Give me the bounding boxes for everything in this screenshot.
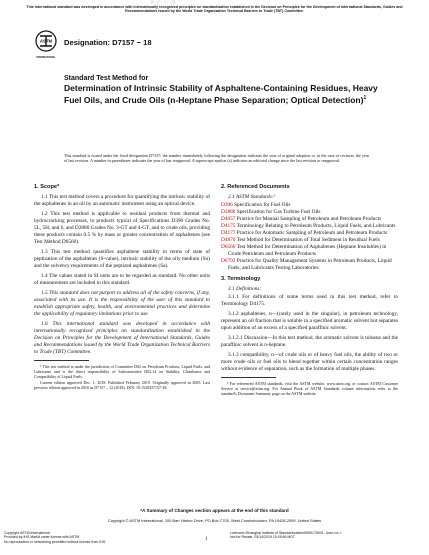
- ref-link[interactable]: D6560: [221, 244, 236, 250]
- ref-item: D4177 Practice for Automatic Sampling of Petroleum and Petroleum Products: [221, 230, 388, 236]
- standard-note: This standard is issued under the fixed designation D7157; the number immediately following the designation indicates the year of original adoption or, in the case of revision, the year of last revision. A number in parentheses indicates the year of last reapproval. A superscript epsilon (ε) indicates an editorial change since the last revision or reapproval.: [64, 153, 369, 164]
- ref-item: D396 Specification for Fuel Oils: [221, 202, 291, 208]
- ref-item: D2880 Specification for Gas Turbine Fuel Oils: [221, 209, 321, 215]
- watermark: 新·什·小 ·助: [150, 1, 177, 6]
- ref-item: D6792 Practice for Quality Management Systems in Petroleum Products, Liquid Fuels, and Lubricants Testing Laboratories: [221, 258, 392, 271]
- designation: Designation: D7157 − 18: [64, 38, 152, 47]
- para-1-2: 1.2 This test method is applicable to residual products from thermal and hydrocracking processes, to products typical of Specifications D396 Grades No. 5L, 5H, and 6, and D2880 Grades No. 3-GT and 4-GT, and to crude oils, providing these products contain 0.5 % by mass or greater concentration of asphaltenes (see Test Method D6560).: [34, 211, 210, 245]
- ref-link[interactable]: D4175: [221, 223, 236, 229]
- right-column: [221, 184, 398, 397]
- para-3-1-2-1: 3.1.2.1 Discussion—In this test method, the aromatic solvent is toluene and the paraffinic solvent is n-heptane.: [221, 335, 398, 348]
- footnote-2: ² For referenced ASTM standards, visit the ASTM website, www.astm.org, or contact ASTM Customer Service at service@astm.org. For Annual Book of ASTM Standards volume information, refer to the standard's Document Summary page on the ASTM website.: [221, 381, 398, 397]
- document-title: [64, 74, 384, 106]
- ref-link[interactable]: D6792: [221, 258, 236, 264]
- summary-of-changes-note: *A Summary of Changes section appears at the end of this standard: [140, 508, 289, 513]
- para-3-1-3: 3.1.3 compatibility, n—of crude oils or of heavy fuel oils, the ability of two or more crude oils or fuel oils to blend together within certain concentration ranges without evidence of separation, such as the formation of multiple phases.: [221, 352, 398, 372]
- top-notice: This international standard was developed in accordance with internationally recognized principles on standardization established in the Decision on Principles for the Development of International Standards, Guides and Recommendations issued by the World Trade Organization Technical Barriers to Trade (TBT) Committee.: [26, 5, 403, 14]
- para-1-5: 1.5 This standard does not purport to address all of the safety concerns, if any, associated with its use. It is the responsibility of the user of this standard to establish appropriate safety, health, and environmental practices and determine the applicability of regulatory limitations prior to use.: [34, 290, 210, 317]
- footer-left: Copyright ASTM International Provided by IHS Markit under license with ASTM No reproduction or networking permitted without license from IHS: [4, 531, 106, 544]
- logo-sublabel: INTERNATIONAL: [36, 56, 56, 59]
- ref-item: D4175 Terminology Relating to Petroleum Products, Liquid Fuels, and Lubricants: [221, 223, 396, 229]
- section-1-heading: 1. Scope*: [34, 184, 60, 190]
- section-2-heading: 2. Referenced Documents: [221, 184, 290, 190]
- logo-label: ASTM: [39, 38, 53, 44]
- para-1-4: 1.4 The values stated in SI units are to be regarded as standard. No other units of measurement are included in this standard.: [34, 273, 210, 286]
- para-1-3: 1.3 This test method quantifies asphaltene stability in terms of state of peptization of the asphaltenes (S-value), intrinsic stability of the oily medium (So) and the solvency requirements of the peptized asphaltenes (Sa).: [34, 249, 210, 269]
- ref-link[interactable]: D4870: [221, 237, 236, 243]
- footnote-rule: [34, 360, 89, 361]
- ref-link[interactable]: D4177: [221, 230, 236, 236]
- ref-item: D4057 Practice for Manual Sampling of Petroleum and Petroleum Products: [221, 216, 382, 222]
- title-footnote-mark: 1: [363, 95, 367, 102]
- section-3-heading: 3. Terminology: [221, 276, 261, 282]
- para-1-1: 1.1 This test method covers a procedure for quantifying the intrinsic stability of the asphaltenes in an oil by an automatic instrument using an optical device.: [34, 194, 210, 207]
- para-3-1-1: 3.1.1 For definitions of some terms used in this test method, refer to Terminology D4175.: [221, 294, 398, 307]
- footnote-1: ¹ This test method is under the jurisdiction of Committee D02 on Petroleum Products, Liquid Fuels, and Lubricants and is the direct responsibility of Subcommittee D02.14 on Stability, Cleanliness and Compatibility of Liquid Fuels.: [34, 364, 210, 380]
- footnote-rule: [221, 377, 276, 378]
- para-1-6: 1.6 This international standard was developed in accordance with internationally recognized principles on standardization established in the Decision on Principles for the Development of International Standards, Guides and Recommendations issued by the World Trade Organization Technical Barriers to Trade (TBT) Committee.: [34, 321, 210, 355]
- astm-logo: [34, 30, 58, 64]
- ref-link[interactable]: D396: [221, 202, 233, 208]
- footnote-1-edition: Current edition approved Dec. 1, 2018. Published February 2019. Originally approved in 2005. Last previous edition approved in 2018 as D7157 – 12 (2018). DOI: 10.1520/D7157-18.: [34, 379, 210, 390]
- page-number: 1: [205, 537, 208, 542]
- ref-link[interactable]: D4057: [221, 216, 236, 222]
- ref-item: D6560 Test Method for Determination of Asphaltenes (Heptane Insolubles) in Crude Petroleum and Petroleum Products: [221, 244, 387, 257]
- ref-item: D4870 Test Method for Determination of Total Sediment in Residual Fuels: [221, 237, 380, 243]
- title-line2: Determination of Intrinsic Stability of Asphaltene-Containing Residues, Heavy Fuel Oils, and Crude Oils (n-Heptane Phase Separation; Optical Detection): [64, 83, 378, 106]
- ref-link[interactable]: D2880: [221, 209, 236, 215]
- footer-right: Licensee=Shanghai Institute of Standardization/5959176001, User=xx, r Not for Resale, 03/14/2019 19:26:56 MDT: [230, 531, 342, 540]
- astm-standards-subhead: 2.1 ASTM Standards:²: [228, 194, 276, 200]
- copyright-line: Copyright © ASTM International, 100 Barr Harbor Drive, PO Box C700, West Conshohocken, PA 19428-2959. United States: [107, 518, 322, 523]
- left-column: [34, 184, 210, 390]
- para-3-1-2: 3.1.2 asphaltenes, n—(rarely used in the singular), in petroleum technology, represent an oil fraction that is soluble in a specified aromatic solvent but separates upon addition of an excess of a specified paraffinic solvent.: [221, 311, 398, 331]
- definitions-subhead: 3.1 Definitions:: [228, 286, 262, 292]
- title-line1: Standard Test Method for: [64, 75, 149, 82]
